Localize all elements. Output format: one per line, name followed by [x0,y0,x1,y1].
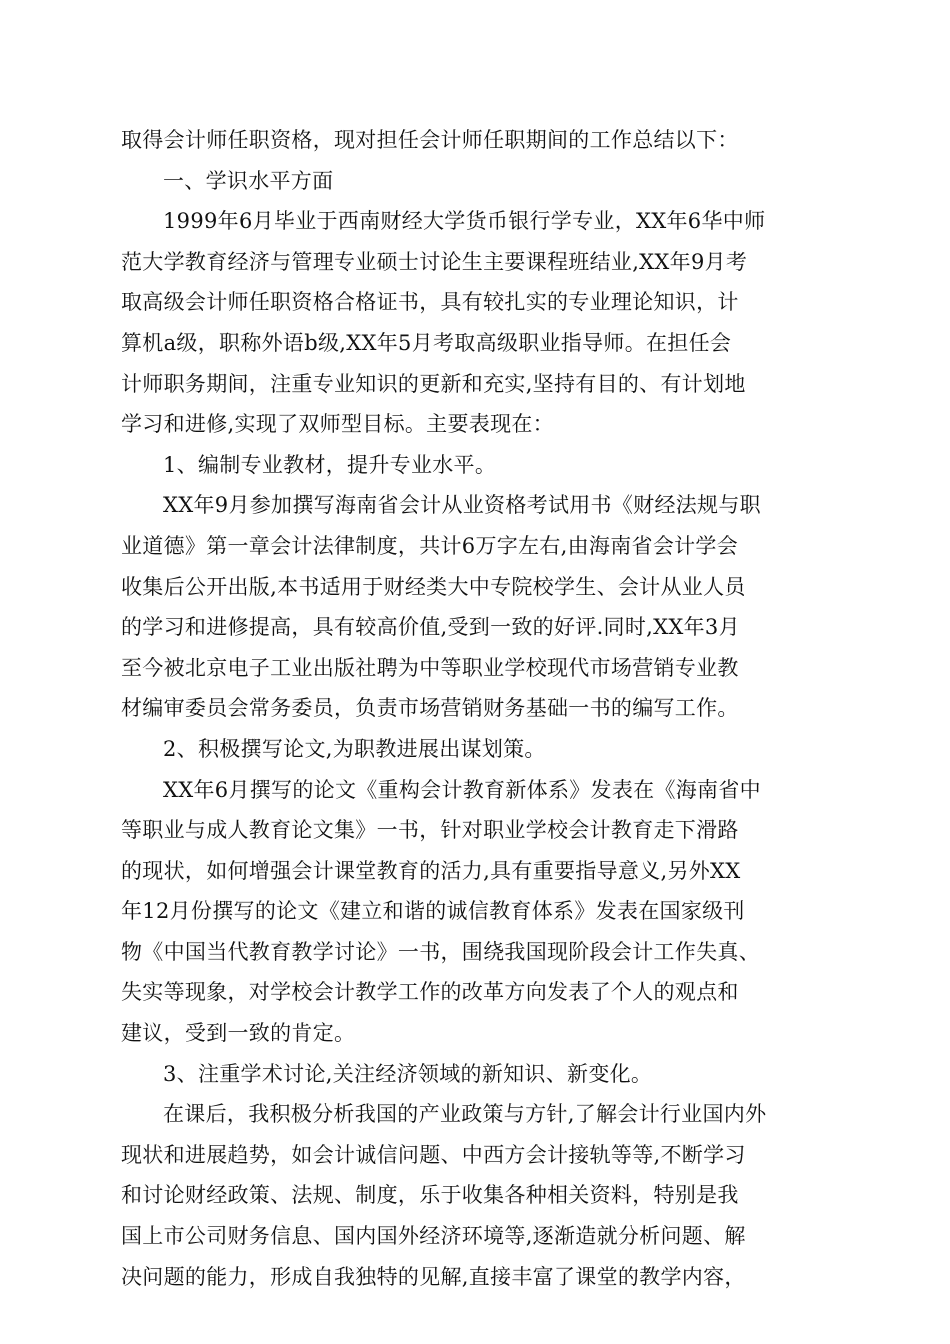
text-line: 取得会计师任职资格，现对担任会计师任职期间的工作总结以下： [121,128,739,152]
section-heading: 3、注重学术讨论,关注经济领域的新知识、新变化。 [163,1061,653,1086]
text-line: 物《中国当代教育教学讨论》一书，围绕我国现阶段会计工作失真、 [121,939,760,964]
text-line: 材编审委员会常务委员，负责市场营销财务基础一书的编写工作。 [121,696,739,721]
section-heading: 一、学识水平方面 [163,168,334,193]
paragraph-start-line: XX年6月撰写的论文《重构会计教育新体系》发表在《海南省中 [163,777,761,802]
text-line: 建议，受到一致的肯定。 [121,1021,356,1046]
paragraph-start-line: XX年9月参加撰写海南省会计从业资格考试用书《财经法规与职 [163,493,761,518]
text-line: 至今被北京电子工业出版社聘为中等职业学校现代市场营销专业教 [121,655,739,680]
text-line: 算机a级，职称外语b级,XX年5月考取高级职业指导师。在担任会 [121,330,732,355]
text-line: 计师职务期间，注重专业知识的更新和充实,坚持有目的、有计划地 [121,371,746,396]
text-line: 年12月份撰写的论文《建立和谐的诚信教育体系》发表在国家级刊 [121,899,745,924]
text-line: 范大学教育经济与管理专业硕士讨论生主要课程班结业,XX年9月考 [121,249,748,274]
paragraph-start-line: 1999年6月毕业于西南财经大学货币银行学专业，XX年6华中师 [163,209,766,234]
text-line: 决问题的能力，形成自我独特的见解,直接丰富了课堂的教学内容， [121,1264,746,1289]
text-line: 收集后公开出版,本书适用于财经类大中专院校学生、会计从业人员 [121,574,746,599]
text-line: 和讨论财经政策、法规、制度，乐于收集各种相关资料，特别是我 [121,1183,739,1208]
text-line: 学习和进修,实现了双师型目标。主要表现在： [121,412,554,437]
paragraph-start-line: 在课后，我积极分析我国的产业政策与方针,了解会计行业国内外 [163,1102,767,1127]
text-line: 国上市公司财务信息、国内国外经济环境等,逐渐造就分析问题、解 [121,1224,746,1249]
text-line: 的现状，如何增强会计课堂教育的活力,具有重要指导意义,另外XX [121,858,741,883]
document-body [121,120,831,1297]
section-heading: 2、积极撰写论文,为职教进展出谋划策。 [163,736,546,761]
text-line: 的学习和进修提高，具有较高价值,受到一致的好评.同时,XX年3月 [121,615,740,640]
text-line: 现状和进展趋势，如会计诚信问题、中西方会计接轨等等,不断学习 [121,1142,746,1167]
section-heading: 1、编制专业教材，提升专业水平。 [163,452,497,477]
text-line: 失实等现象，对学校会计教学工作的改革方向发表了个人的观点和 [121,980,739,1005]
text-line: 业道德》第一章会计法律制度，共计6万字左右,由海南省会计学会 [121,533,739,558]
text-line: 取高级会计师任职资格合格证书，具有较扎实的专业理论知识，计 [121,290,739,315]
text-line: 等职业与成人教育论文集》一书，针对职业学校会计教育走下滑路 [121,818,739,843]
